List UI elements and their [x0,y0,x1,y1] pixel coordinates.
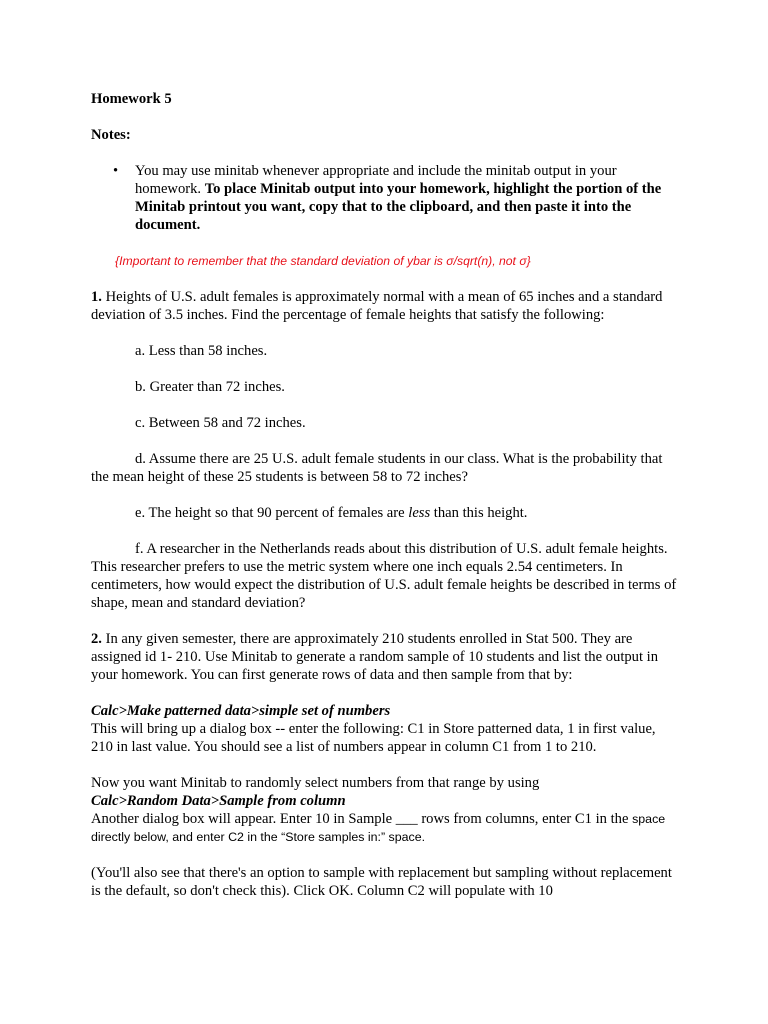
question-2-text: In any given semester, there are approximately 210 students enrolled in Stat 500. They are assigned id 1- 210. Use Minitab to generate a random sample of 10 students and list the output in your homework. You can first generate rows of data and then sample from that by: [91,631,659,683]
notes-bullet [91,162,681,234]
question-1a: a. Less than 58 inches. [135,343,268,359]
bullet-icon: • [113,163,119,179]
document-page [91,90,681,900]
question-1e-pre: e. The height so that 90 percent of females are [135,505,409,521]
question-1-number: 1. [91,289,102,305]
question-1f: f. A researcher in the Netherlands reads about this distribution of U.S. adult female heights. This researcher prefers to use the metric system where one inch equals 2.54 centimeters. In centimeters, how would expect the distribution of U.S. adult female heights be described in terms of shape, mean and standard deviation? [91,541,677,611]
instructions-replacement-note: (You'll also see that there's an option to sample with replacement but sampling without replacement is the default, so don't check this). Click OK. Column C2 will populate with 10 [91,865,672,899]
instructions-sample-dialog-a: Another dialog box will appear. Enter 10 in Sample ___ rows from columns, enter C1 in the [91,811,633,827]
question-1 [91,288,681,324]
minitab-command-patterned-data: Calc>Make patterned data>simple set of numbers [91,703,391,719]
question-1c: c. Between 58 and 72 inches. [135,415,306,431]
question-2 [91,630,681,684]
question-1-text: Heights of U.S. adult females is approximately normal with a mean of 65 inches and a standard deviation of 3.5 inches. Find the percentage of female heights that satisfy the following: [91,289,663,323]
question-1d: d. Assume there are 25 U.S. adult female students in our class. What is the probability that the mean height of these 25 students is between 58 to 72 inches? [91,451,663,485]
notes-heading: Notes: [91,127,131,143]
instructions-random-select: Now you want Minitab to randomly select numbers from that range by using [91,775,540,791]
instructions-patterned-data: This will bring up a dialog box -- enter the following: C1 in Store patterned data, 1 in first value, 210 in last value. You should see a list of numbers appear in column C1 from 1 to 210. [91,721,656,755]
bullet-text: You may use minitab whenever appropriate and include the minitab output in your homework. [135,163,617,197]
minitab-command-sample-column: Calc>Random Data>Sample from column [91,793,346,809]
question-1b: b. Greater than 72 inches. [135,379,285,395]
question-1e-emphasis: less [408,505,431,521]
instructions-sample-dialog-b: space directly below, and enter C2 in the “Store samples in:” space. [91,812,666,844]
question-1e-post: than this height. [430,505,528,521]
question-1e [91,504,681,522]
document-title: Homework 5 [91,91,172,107]
bullet-bold-text: To place Minitab output into your homework, highlight the portion of the Minitab printout you want, copy that to the clipboard, and then paste it into the document. [135,181,662,233]
important-note: {Important to remember that the standard deviation of ybar is σ/sqrt(n), not σ} [115,254,531,268]
question-2-number: 2. [91,631,102,647]
instructions-sample-dialog [91,810,681,846]
